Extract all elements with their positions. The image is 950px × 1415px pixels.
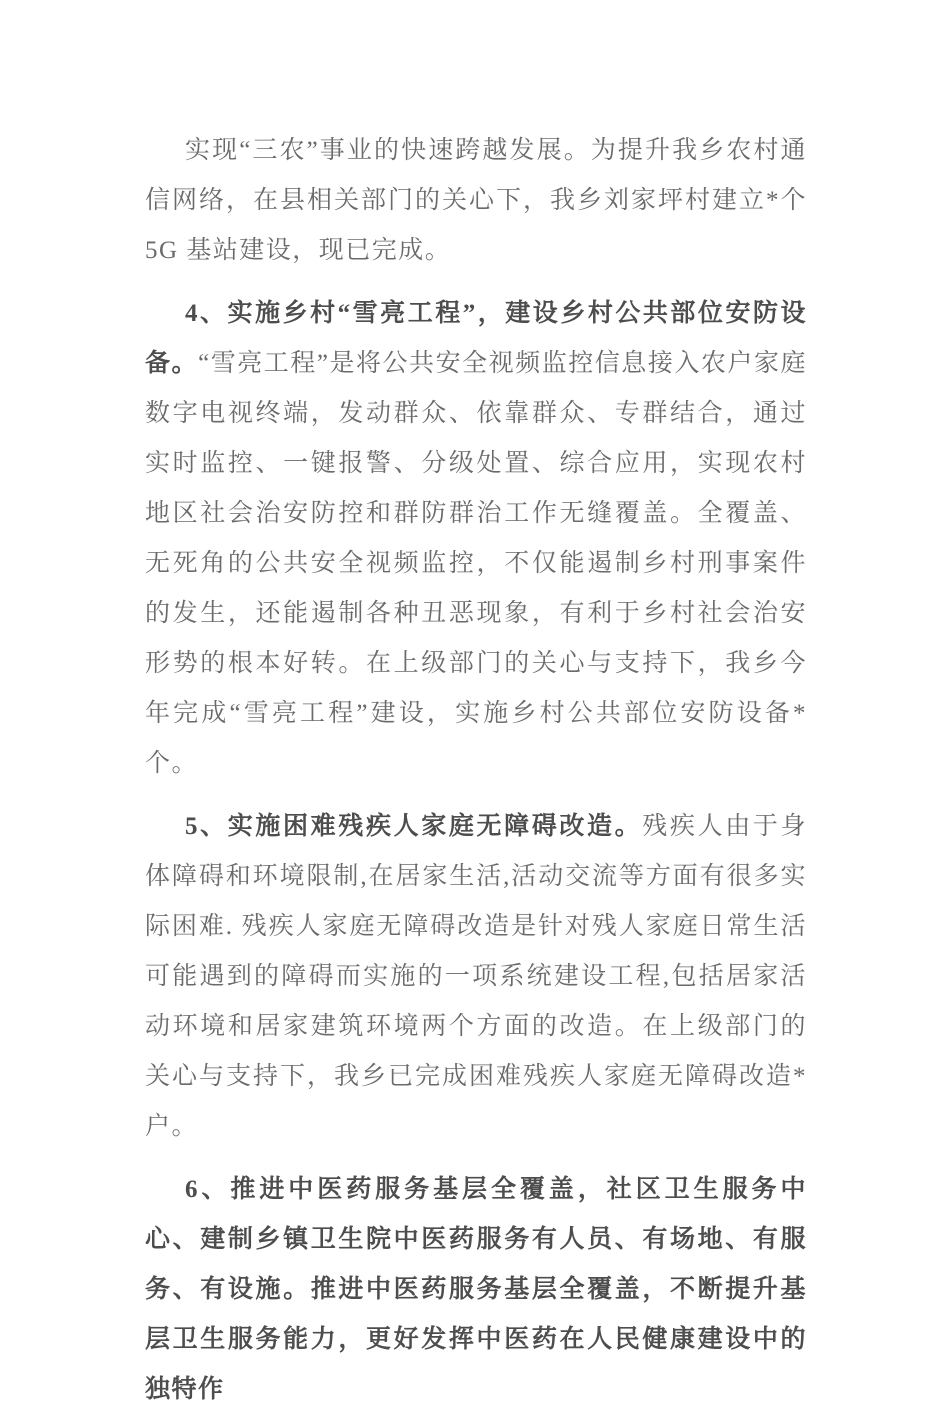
text-run-bold: 4、实施乡村“雪亮工程”，建设乡村公共部位安防设备。 (145, 300, 807, 377)
text-run: 实现“三农”事业的快速跨越发展。为提升我乡农村通信网络，在县相关部门的关心下，我乡刘家坪村建立*个 5G 基站建设，现已完成。 (145, 137, 807, 264)
document-body (145, 126, 807, 1415)
text-run: “雪亮工程”是将公共安全视频监控信息接入农户家庭数字电视终端，发动群众、依靠群众、专群结合，通过实时监控、一键报警、分级处置、综合应用，实现农村地区社会治安防控和群防群治工作无缝覆盖。全覆盖、无死角的公共安全视频监控，不仅能遏制乡村刑事案件的发生，还能遏制各种丑恶现象，有利于乡村社会治安形势的根本好转。在上级部门的关心与支持下，我乡今年完成“雪亮工程”建设，实施乡村公共部位安防设备*个。 (145, 350, 807, 777)
paragraph (145, 289, 807, 789)
paragraph (145, 802, 807, 1152)
text-run-bold: 6、推进中医药服务基层全覆盖，社区卫生服务中心、建制乡镇卫生院中医药服务有人员、有场地、有服务、有设施。推进中医药服务基层全覆盖，不断提升基层卫生服务能力，更好发挥中医药在人民健康建设中的独特作 (145, 1176, 807, 1403)
paragraph (145, 1165, 807, 1415)
text-run: 残疾人由于身体障碍和环境限制,在居家生活,活动交流等方面有很多实际困难. 残疾人家庭无障碍改造是针对残人家庭日常生活可能遇到的障碍而实施的一项系统建设工程,包括居家活动环境和居家建筑环境两个方面的改造。在上级部门的关心与支持下，我乡已完成困难残疾人家庭无障碍改造*户。 (145, 813, 807, 1140)
paragraph (145, 126, 807, 276)
text-run-bold: 5、实施困难残疾人家庭无障碍改造。 (185, 813, 643, 840)
